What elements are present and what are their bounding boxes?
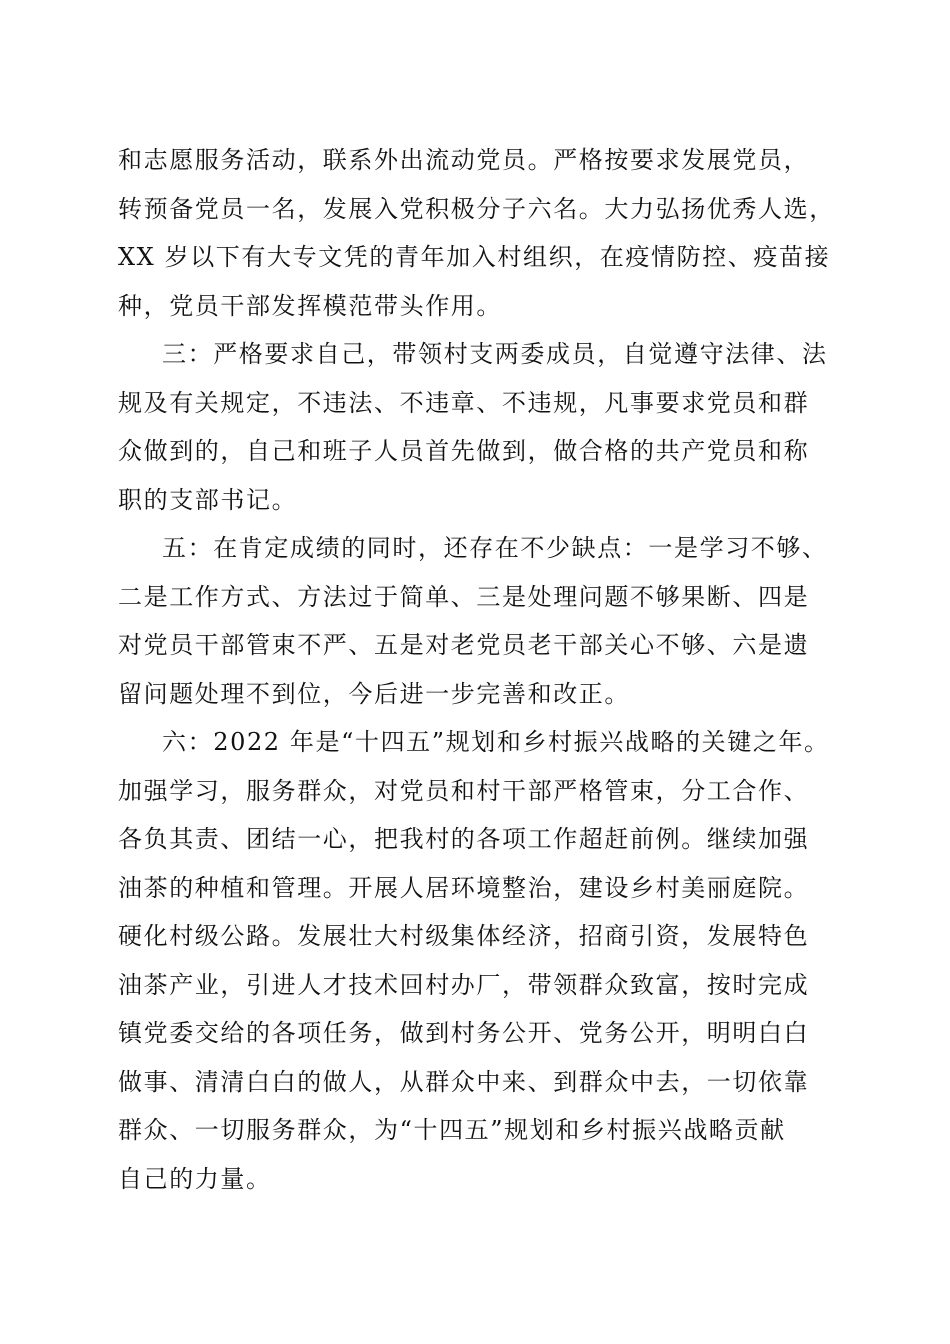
text-line: 二是工作方式、方法过于简单、三是处理问题不够果断、四是 [118,582,810,611]
text-line: 规及有关规定，不违法、不违章、不违规，凡事要求党员和群 [118,388,810,417]
paragraph-continued [118,136,838,330]
text-line: XX 岁以下有大专文凭的青年加入村组织，在疫情防控、疫苗接 [118,243,831,271]
text-line: 油茶的种植和管理。开展人居环境整治，建设乡村美丽庭院。 [118,873,810,902]
text-line: 职的支部书记。 [118,485,298,514]
paragraph-five [118,524,838,718]
paragraph-six [118,718,838,1203]
text-line: 三：严格要求自己，带领村支两委成员，自觉遵守法律、法 [162,340,828,368]
text-line: 油茶产业，引进人才技术回村办厂，带领群众致富，按时完成 [118,970,810,999]
text-line: 五：在肯定成绩的同时，还存在不少缺点：一是学习不够、 [162,534,828,562]
text-line: 加强学习，服务群众，对党员和村干部严格管束，分工合作、 [118,776,810,805]
text-line: 转预备党员一名，发展入党积极分子六名。大力弘扬优秀人选， [118,194,835,223]
paragraph-three [118,330,838,524]
text-line: 硬化村级公路。发展壮大村级集体经济，招商引资，发展特色 [118,922,810,950]
document-body [118,136,838,1203]
text-line: 众做到的，自己和班子人员首先做到，做合格的共产党员和称 [118,437,810,465]
text-line: 群众、一切服务群众，为“十四五”规划和乡村振兴战略贡献 [118,1116,786,1144]
text-line: 六：2022 年是“十四五”规划和乡村振兴战略的关键之年。 [162,728,830,756]
text-line: 做事、清清白白的做人，从群众中来、到群众中去，一切依靠 [118,1067,810,1096]
text-line: 自己的力量。 [118,1164,272,1193]
text-line: 对党员干部管束不严、五是对老党员老干部关心不够、六是遗 [118,631,810,659]
text-line: 种，党员干部发挥模范带头作用。 [118,291,502,320]
text-line: 镇党委交给的各项任务，做到村务公开、党务公开，明明白白 [118,1019,810,1047]
text-line: 和志愿服务活动，联系外出流动党员。严格按要求发展党员， [118,146,810,174]
text-line: 各负其责、团结一心，把我村的各项工作超赶前例。继续加强 [118,825,810,853]
text-line: 留问题处理不到位，今后进一步完善和改正。 [118,679,630,708]
